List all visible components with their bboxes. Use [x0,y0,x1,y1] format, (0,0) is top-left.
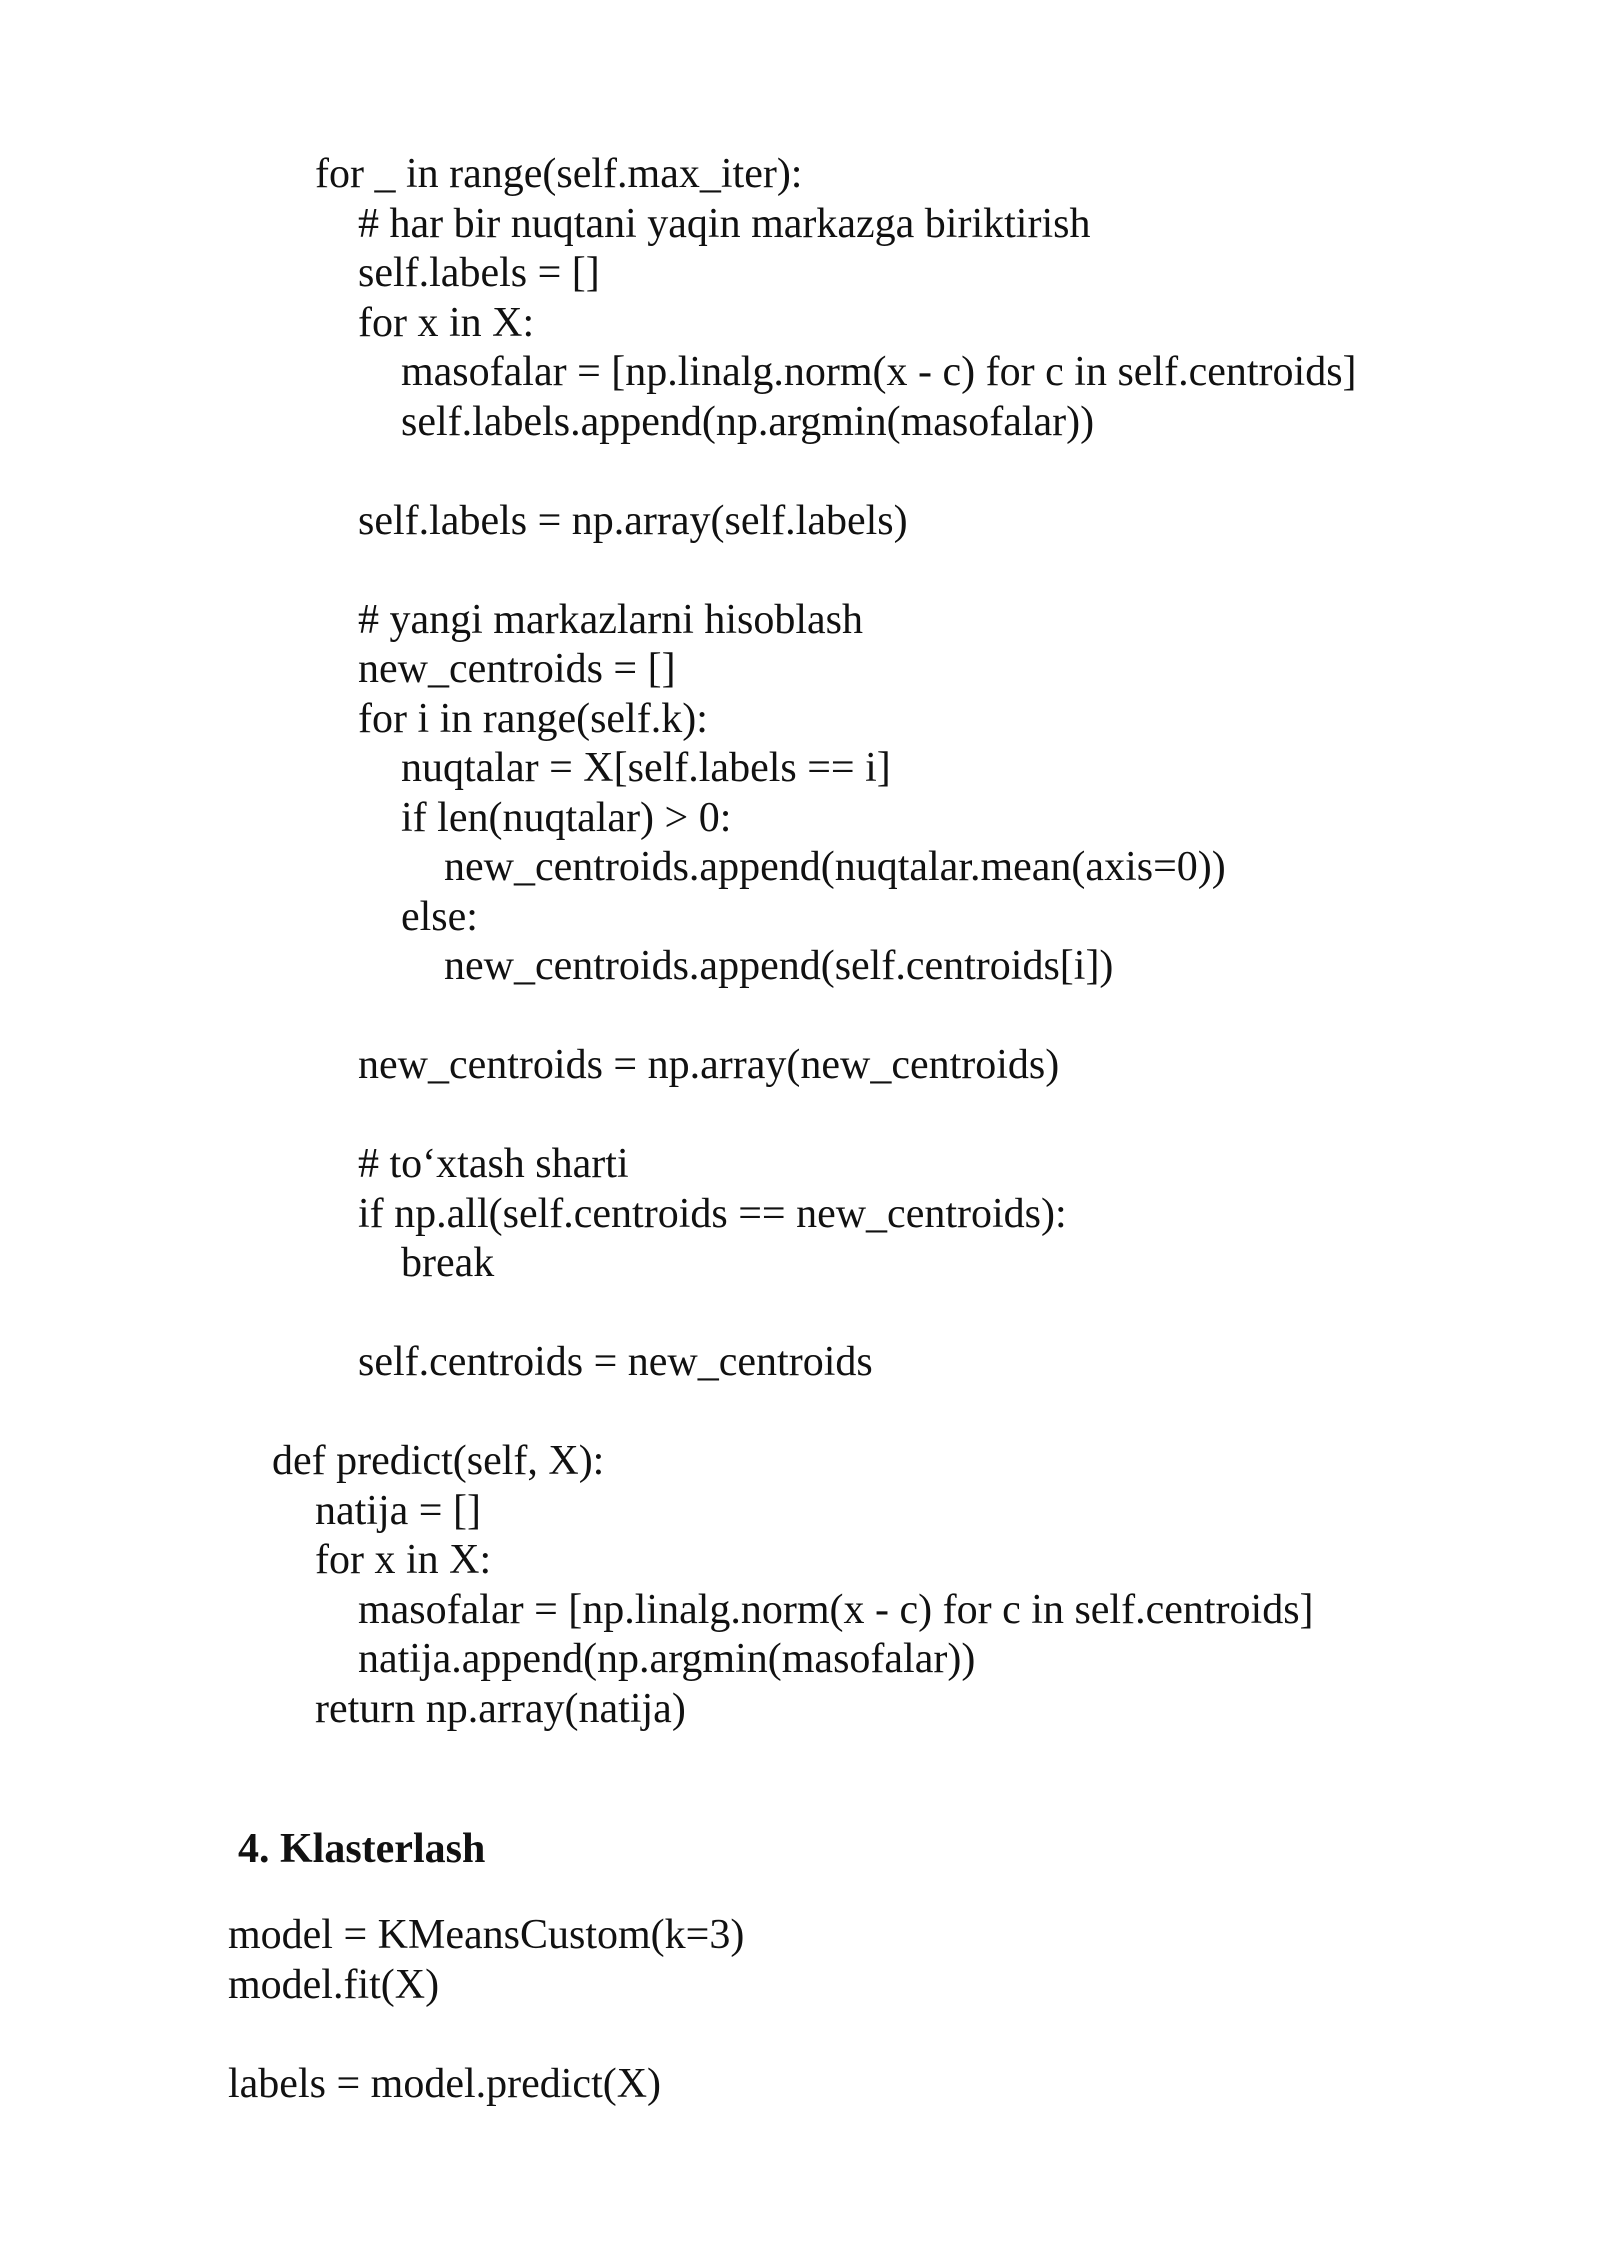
code-line: labels = model.predict(X) [228,2060,662,2107]
code-line: for i in range(self.k): [358,695,708,742]
code-line: new_centroids = [] [358,646,676,692]
section-heading: 4. Klasterlash [238,1826,486,1872]
code-line [0,546,1600,596]
code-line: new_centroids.append(nuqtalar.mean(axis=0)) [444,844,1226,890]
code-line: model = KMeansCustom(k=3) [228,1912,745,1958]
code-line: self.labels = np.array(self.labels) [358,497,908,544]
code-line: # har bir nuqtani yaqin markazga biriktirish [358,200,1091,247]
code-line: model.fit(X) [228,1961,440,2008]
code-line: else: [401,893,478,940]
code-line: self.centroids = new_centroids [358,1339,873,1385]
code-line: for x in X: [358,299,535,346]
code-line: return np.array(natija) [315,1685,686,1732]
code-line: # to‘xtash sharti [358,1141,629,1187]
code-line: self.labels.append(np.argmin(masofalar)) [401,398,1095,445]
code-line: for _ in range(self.max_iter): [315,151,803,197]
code-line [0,1388,1600,1438]
code-line: masofalar = [np.linalg.norm(x - c) for c in self.centroids] [358,1586,1314,1633]
code-line [0,2010,1600,2060]
code-line: if len(nuqtalar) > 0: [401,794,732,841]
code-block-clustering [0,1911,1600,2109]
code-line: self.labels = [] [358,250,600,296]
code-block-kmeans-fit-predict [0,150,1600,1734]
code-line: new_centroids.append(self.centroids[i]) [444,943,1114,989]
code-line: natija = [] [315,1487,481,1534]
code-line [0,447,1600,497]
code-line [0,992,1600,1042]
code-line [0,1289,1600,1339]
code-line [0,1091,1600,1141]
code-line: break [401,1240,495,1286]
code-line: if np.all(self.centroids == new_centroids): [358,1190,1067,1237]
code-line: def predict(self, X): [272,1438,605,1484]
code-line: new_centroids = np.array(new_centroids) [358,1042,1060,1088]
code-line: masofalar = [np.linalg.norm(x - c) for c in self.centroids] [401,349,1357,395]
code-line: nuqtalar = X[self.labels == i] [401,745,891,791]
code-line: # yangi markazlarni hisoblash [358,596,864,643]
code-line: for x in X: [315,1537,492,1583]
code-line: natija.append(np.argmin(masofalar)) [358,1636,976,1682]
